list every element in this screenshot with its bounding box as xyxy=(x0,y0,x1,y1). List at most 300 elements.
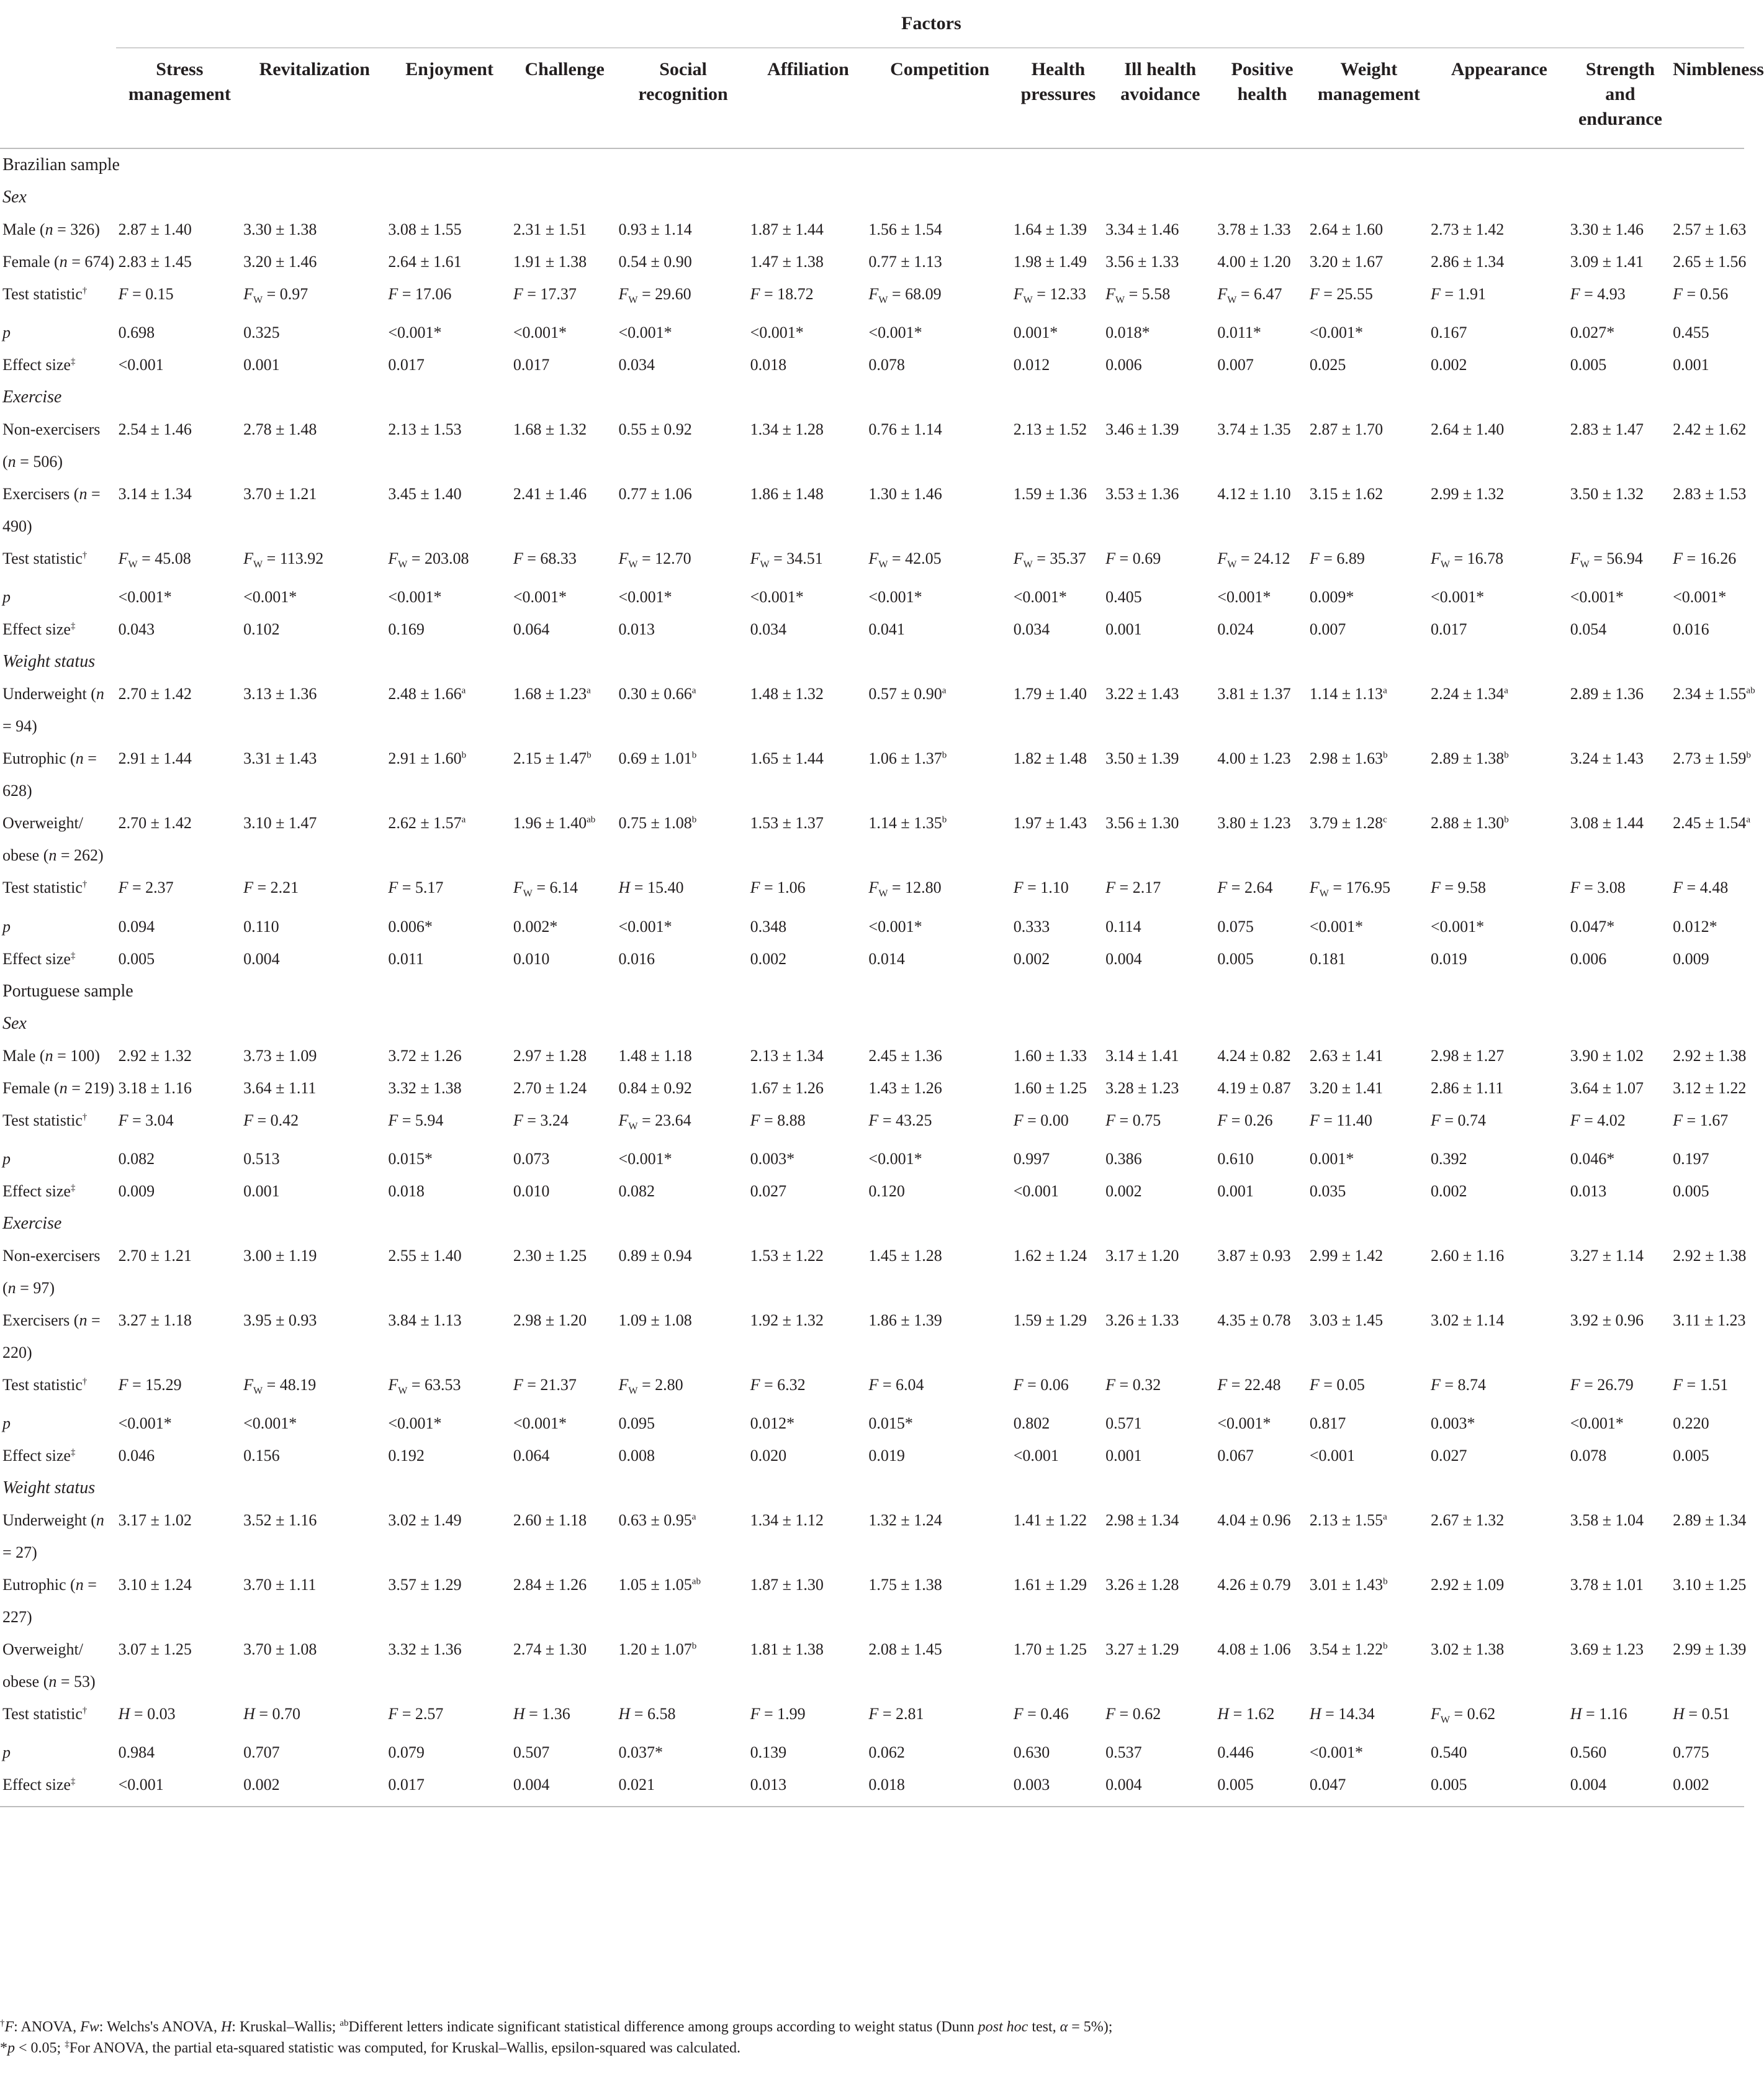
table-cell: 3.79 ± 1.28$^c$ xyxy=(1309,814,1387,833)
row-label: Effect size‡ xyxy=(2,620,76,639)
table-cell: 0.034 xyxy=(1013,620,1050,639)
table-cell: <0.001 xyxy=(116,1769,241,1807)
table-cell: 0.76 ± 1.14 xyxy=(868,420,942,439)
table-cell: 0.018* xyxy=(1105,323,1150,342)
table-row xyxy=(0,1440,1744,1472)
table-cell: 0.775 xyxy=(1673,1743,1709,1762)
table-cell: 0.386 xyxy=(1105,1149,1142,1168)
table-cell: 3.15 ± 1.62 xyxy=(1309,485,1384,503)
table-cell: <0.001* xyxy=(243,1414,297,1432)
table-cell: 2.86 ± 1.34 xyxy=(1430,253,1505,271)
table-cell: 0.016 xyxy=(1673,620,1709,639)
row-label: Test statistic† xyxy=(2,1111,88,1129)
table-cell: 0.027 xyxy=(750,1181,787,1200)
table-cell: 0.84 ± 0.92 xyxy=(618,1078,692,1097)
table-row xyxy=(0,1769,1744,1807)
table-cell: <0.001* xyxy=(868,917,922,936)
table-cell: 1.75 ± 1.38 xyxy=(868,1575,942,1594)
table-cell: 0.802 xyxy=(1013,1414,1050,1432)
table-cell: 3.08 ± 1.55 xyxy=(388,220,462,238)
row-label: Test statistic† xyxy=(2,878,88,897)
table-cell: F = 17.06 xyxy=(388,285,452,303)
table-cell: 3.17 ± 1.20 xyxy=(1105,1246,1179,1265)
table-cell: H = 0.70 xyxy=(243,1704,301,1723)
table-cell: F = 0.46 xyxy=(1013,1704,1069,1723)
table-cell: <0.001* xyxy=(513,1414,567,1432)
table-cell: 0.156 xyxy=(243,1446,280,1465)
table-cell: 0.001* xyxy=(1013,323,1058,342)
table-cell: 0.018 xyxy=(388,1181,425,1200)
table-cell: 0.016 xyxy=(618,949,655,968)
table-cell: 0.333 xyxy=(1013,917,1050,936)
table-cell: $F_W = 24.12$ xyxy=(1217,549,1290,571)
table-cell: 1.48 ± 1.32 xyxy=(750,685,824,703)
table-cell: <0.001* xyxy=(1217,588,1271,607)
table-cell: F = 2.21 xyxy=(243,878,299,897)
table-row xyxy=(0,349,1744,381)
table-cell: 2.70 ± 1.42 xyxy=(118,814,192,833)
table-cell: <0.001* xyxy=(388,323,442,342)
table-cell: 3.32 ± 1.38 xyxy=(388,1078,462,1097)
table-cell: 1.68 ± 1.23$^a$ xyxy=(513,685,591,703)
table-cell: 0.002 xyxy=(1430,1181,1467,1200)
table-cell: 0.69 ± 1.01$^b$ xyxy=(618,749,697,768)
table-cell: F = 25.55 xyxy=(1309,285,1373,303)
table-cell: H = 1.36 xyxy=(513,1704,570,1723)
table-cell: 0.348 xyxy=(750,917,787,936)
table-cell: 2.62 ± 1.57$^a$ xyxy=(388,814,466,833)
table-cell: 0.094 xyxy=(118,917,155,936)
table-cell: 2.89 ± 1.36 xyxy=(1570,685,1644,703)
table-cell: $F_W = 5.58$ xyxy=(1105,285,1171,306)
row-label: Effect size‡ xyxy=(2,949,76,968)
table-cell: 0.571 xyxy=(1105,1414,1142,1432)
table-cell: 3.34 ± 1.46 xyxy=(1105,220,1179,238)
footnote-1: †F: ANOVA, Fw: Welchs's ANOVA, H: Kruskal–Wallis; $^{ab}$Different letters indicate significant statistical difference among groups according to weight status (Dunn post hoc test, α = 5%); xyxy=(0,2018,1113,2035)
table-cell: 1.96 ± 1.40$^{ab}$ xyxy=(513,814,596,833)
table-cell: 3.57 ± 1.29 xyxy=(388,1575,462,1594)
table-cell: 0.698 xyxy=(118,323,155,342)
table-cell: 1.48 ± 1.18 xyxy=(618,1046,692,1065)
table-cell: 0.707 xyxy=(243,1743,280,1762)
table-cell: F = 9.58 xyxy=(1430,878,1486,897)
table-cell: 2.97 ± 1.28 xyxy=(513,1046,587,1065)
table-cell: 0.405 xyxy=(1105,588,1142,607)
table-cell: $F_W = 42.05$ xyxy=(868,549,942,571)
table-cell: 3.14 ± 1.34 xyxy=(118,485,192,503)
row-label: Test statistic† xyxy=(2,549,88,568)
table-cell: 3.90 ± 1.02 xyxy=(1570,1046,1644,1065)
table-cell: 0.110 xyxy=(243,917,279,936)
table-cell: 0.001 xyxy=(243,1181,280,1200)
table-row xyxy=(0,1736,1744,1769)
table-cell: 2.57 ± 1.63 xyxy=(1673,220,1747,238)
table-cell: 2.41 ± 1.46 xyxy=(513,485,587,503)
table-cell: <0.001* xyxy=(1673,588,1727,607)
table-cell: 0.006* xyxy=(388,917,433,936)
table-cell: F = 0.15 xyxy=(118,285,174,303)
table-cell: 2.87 ± 1.40 xyxy=(118,220,192,238)
table-cell: 1.06 ± 1.37$^b$ xyxy=(868,749,947,768)
table-cell: 0.455 xyxy=(1673,323,1709,342)
row-label: Female (n = 674) xyxy=(2,253,115,271)
table-cell: 0.002 xyxy=(1430,356,1467,374)
table-cell: 2.60 ± 1.16 xyxy=(1430,1246,1505,1265)
table-cell: 1.60 ± 1.25 xyxy=(1013,1078,1087,1097)
table-cell: $F_W = 16.78$ xyxy=(1430,549,1504,571)
table-cell: 2.15 ± 1.47$^b$ xyxy=(513,749,592,768)
group-label: Exercise xyxy=(2,1213,62,1233)
table-cell: 2.13 ± 1.53 xyxy=(388,420,462,439)
table-cell: 0.114 xyxy=(1105,917,1141,936)
table-body xyxy=(0,148,1755,1807)
table-cell: 1.43 ± 1.26 xyxy=(868,1078,942,1097)
column-header-weight-management: Weight management xyxy=(1307,48,1428,148)
table-cell: 3.10 ± 1.24 xyxy=(118,1575,192,1594)
column-header-appearance: Appearance xyxy=(1428,48,1568,148)
table-cell: 3.12 ± 1.22 xyxy=(1673,1078,1747,1097)
row-label: Effect size‡ xyxy=(2,1446,76,1465)
table-cell: 2.64 ± 1.60 xyxy=(1309,220,1384,238)
table-cell: <0.001* xyxy=(618,917,672,936)
table-cell: 1.41 ± 1.22 xyxy=(1013,1510,1087,1529)
table-cell: 1.86 ± 1.48 xyxy=(750,485,824,503)
table-cell: <0.001* xyxy=(750,323,804,342)
table-cell: F = 3.04 xyxy=(118,1111,174,1129)
table-cell: 3.46 ± 1.39 xyxy=(1105,420,1179,439)
table-cell: $F_W = 23.64$ xyxy=(618,1111,691,1132)
table-cell: 0.002 xyxy=(750,949,787,968)
table-cell: 0.167 xyxy=(1430,323,1467,342)
table-cell: 1.20 ± 1.07$^b$ xyxy=(618,1640,697,1658)
row-label: Exercisers (n = 490) xyxy=(2,485,101,536)
table-cell: 2.83 ± 1.53 xyxy=(1673,485,1747,503)
table-cell: 0.004 xyxy=(243,949,280,968)
table-cell: 0.025 xyxy=(1309,356,1346,374)
table-row xyxy=(0,1040,1744,1072)
table-cell: 0.024 xyxy=(1217,620,1254,639)
table-row xyxy=(0,413,1744,478)
table-cell: 0.005 xyxy=(1215,1769,1307,1807)
table-cell: 0.007 xyxy=(1309,620,1346,639)
table-cell: 0.046* xyxy=(1570,1149,1615,1168)
table-cell: 0.035 xyxy=(1309,1181,1346,1200)
table-cell: F = 4.48 xyxy=(1673,878,1729,897)
table-cell: <0.001* xyxy=(1217,1414,1271,1432)
table-row xyxy=(0,543,1744,581)
table-cell: <0.001* xyxy=(750,588,804,607)
table-cell: F = 5.94 xyxy=(388,1111,444,1129)
table-cell: 0.017 xyxy=(385,1769,510,1807)
table-cell: F = 1.10 xyxy=(1013,878,1069,897)
table-cell: 2.45 ± 1.54$^a$ xyxy=(1673,814,1751,833)
table-cell: F = 1.99 xyxy=(750,1704,806,1723)
table-cell: F = 2.81 xyxy=(868,1704,924,1723)
table-cell: 0.027 xyxy=(1430,1446,1467,1465)
table-cell: F = 18.72 xyxy=(750,285,814,303)
table-cell: 3.26 ± 1.28 xyxy=(1105,1575,1179,1594)
table-cell: <0.001* xyxy=(868,323,922,342)
table-cell: 4.04 ± 0.96 xyxy=(1217,1510,1291,1529)
table-cell: F = 11.40 xyxy=(1309,1111,1372,1129)
table-cell: 0.139 xyxy=(750,1743,787,1762)
table-cell: 1.47 ± 1.38 xyxy=(750,253,824,271)
table-cell: 3.10 ± 1.47 xyxy=(243,814,317,833)
table-cell: 3.53 ± 1.36 xyxy=(1105,485,1179,503)
table-cell: 3.80 ± 1.23 xyxy=(1217,814,1291,833)
table-cell: 0.540 xyxy=(1430,1743,1467,1762)
table-cell: 0.009* xyxy=(1309,588,1354,607)
table-cell: 0.002 xyxy=(1670,1769,1744,1807)
table-cell: 0.082 xyxy=(618,1181,655,1200)
table-cell: 0.037* xyxy=(618,1743,663,1762)
table-cell: 3.54 ± 1.22$^b$ xyxy=(1309,1640,1388,1658)
table-cell: $F_W = 203.08$ xyxy=(388,549,469,571)
table-cell: 0.77 ± 1.13 xyxy=(868,253,942,271)
group-row-exercise xyxy=(0,381,1744,413)
table-cell: 3.24 ± 1.43 xyxy=(1570,749,1644,768)
table-cell: 0.197 xyxy=(1673,1149,1709,1168)
table-cell: 0.078 xyxy=(868,356,905,374)
table-cell: 2.13 ± 1.34 xyxy=(750,1046,824,1065)
table-cell: $F_W = 48.19$ xyxy=(243,1375,317,1396)
table-cell: 3.50 ± 1.39 xyxy=(1105,749,1179,768)
table-cell: 0.015* xyxy=(868,1414,913,1432)
table-cell: 0.507 xyxy=(513,1743,550,1762)
row-label: Eutrophic (n = 227) xyxy=(2,1575,97,1626)
table-cell: 2.84 ± 1.26 xyxy=(513,1575,587,1594)
table-cell: 1.70 ± 1.25 xyxy=(1013,1640,1087,1658)
table-cell: 3.02 ± 1.14 xyxy=(1430,1311,1505,1329)
table-cell: 3.01 ± 1.43$^b$ xyxy=(1309,1575,1388,1594)
table-cell: 2.91 ± 1.60$^b$ xyxy=(388,749,467,768)
row-label: p xyxy=(2,1743,11,1762)
row-label: Overweight/ obese (n = 53) xyxy=(2,1640,96,1691)
table-cell: <0.001* xyxy=(513,323,567,342)
table-cell: 0.004 xyxy=(511,1769,616,1807)
table-cell: 2.99 ± 1.39 xyxy=(1673,1640,1747,1658)
table-cell: 0.002 xyxy=(1105,1181,1142,1200)
group-row-weight xyxy=(0,646,1744,678)
table-cell: 0.095 xyxy=(618,1414,655,1432)
table-cell: 0.067 xyxy=(1217,1446,1254,1465)
table-cell: 3.22 ± 1.43 xyxy=(1105,685,1179,703)
row-label: p xyxy=(2,1149,11,1168)
table-cell: 1.34 ± 1.28 xyxy=(750,420,824,439)
table-cell: 3.14 ± 1.41 xyxy=(1105,1046,1179,1065)
table-cell: 0.034 xyxy=(750,620,787,639)
table-cell: 1.65 ± 1.44 xyxy=(750,749,824,768)
table-cell: 2.74 ± 1.30 xyxy=(513,1640,587,1658)
table-cell: 0.001 xyxy=(1217,1181,1254,1200)
table-cell: 3.13 ± 1.36 xyxy=(243,685,317,703)
table-cell: 3.11 ± 1.23 xyxy=(1673,1311,1746,1329)
table-cell: F = 1.67 xyxy=(1673,1111,1729,1129)
table-cell: F = 0.62 xyxy=(1105,1704,1161,1723)
table-cell: 4.12 ± 1.10 xyxy=(1217,485,1291,503)
table-cell: F = 0.06 xyxy=(1013,1375,1069,1394)
table-cell: 0.102 xyxy=(243,620,280,639)
table-cell: 3.17 ± 1.02 xyxy=(118,1510,192,1529)
table-cell: 3.27 ± 1.18 xyxy=(118,1311,192,1329)
table-cell: $F_W = 45.08$ xyxy=(118,549,191,571)
table-cell: <0.001* xyxy=(388,1414,442,1432)
table-cell: H = 1.16 xyxy=(1570,1704,1627,1723)
table-row xyxy=(0,743,1744,807)
table-cell: H = 0.03 xyxy=(118,1704,176,1723)
table-row xyxy=(0,1143,1744,1175)
table-cell: 0.007 xyxy=(1217,356,1254,374)
table-cell: 3.45 ± 1.40 xyxy=(388,485,462,503)
table-cell: $F_W = 56.94$ xyxy=(1570,549,1643,571)
table-cell: 0.54 ± 0.90 xyxy=(618,253,692,271)
table-cell: 0.073 xyxy=(513,1149,550,1168)
table-cell: 2.60 ± 1.18 xyxy=(513,1510,587,1529)
table-cell: 3.56 ± 1.30 xyxy=(1105,814,1179,833)
table-cell: 2.92 ± 1.09 xyxy=(1430,1575,1505,1594)
row-label: Non-exercisers (n = 506) xyxy=(2,420,101,471)
table-cell: 0.015* xyxy=(388,1149,433,1168)
table-cell: 0.034 xyxy=(618,356,655,374)
column-header-positive-health: Positive health xyxy=(1215,48,1307,148)
table-cell: 3.84 ± 1.13 xyxy=(388,1311,462,1329)
table-cell: F = 0.00 xyxy=(1013,1111,1069,1129)
row-label: Male (n = 100) xyxy=(2,1046,100,1065)
table-cell: 3.03 ± 1.45 xyxy=(1309,1311,1384,1329)
table-cell: 1.61 ± 1.29 xyxy=(1013,1575,1087,1594)
column-headers xyxy=(0,48,1744,148)
table-cell: 0.014 xyxy=(868,949,905,968)
table-cell: 0.010 xyxy=(513,949,550,968)
table-cell: 0.30 ± 0.66$^a$ xyxy=(618,685,696,703)
table-cell: 0.005 xyxy=(118,949,155,968)
table-cell: 3.64 ± 1.11 xyxy=(243,1078,317,1097)
table-cell: 0.392 xyxy=(1430,1149,1467,1168)
table-cell: 0.120 xyxy=(868,1181,905,1200)
table-cell: 2.64 ± 1.40 xyxy=(1430,420,1505,439)
table-cell: 0.012* xyxy=(1673,917,1717,936)
column-header-challenge: Challenge xyxy=(511,48,616,148)
table-row xyxy=(0,1698,1744,1736)
table-cell: 3.74 ± 1.35 xyxy=(1217,420,1291,439)
table-cell: F = 15.29 xyxy=(118,1375,182,1394)
table-cell: 0.984 xyxy=(118,1743,155,1762)
table-cell: 2.98 ± 1.63$^b$ xyxy=(1309,749,1388,768)
table-cell: 0.078 xyxy=(1570,1446,1607,1465)
table-cell: H = 14.34 xyxy=(1309,1704,1375,1723)
section-title: Brazilian sample xyxy=(2,155,120,174)
table-cell: 1.56 ± 1.54 xyxy=(868,220,942,238)
table-cell: 3.00 ± 1.19 xyxy=(243,1246,317,1265)
table-cell: 2.34 ± 1.55$^{ab}$ xyxy=(1673,685,1755,703)
table-cell: 3.18 ± 1.16 xyxy=(118,1078,192,1097)
table-cell: 2.73 ± 1.59$^b$ xyxy=(1673,749,1751,768)
table-cell: F = 5.17 xyxy=(388,878,444,897)
table-cell: 2.98 ± 1.20 xyxy=(513,1311,587,1329)
table-cell: 0.012 xyxy=(1013,356,1050,374)
table-cell: 1.53 ± 1.22 xyxy=(750,1246,824,1265)
table-cell: 2.83 ± 1.47 xyxy=(1570,420,1644,439)
column-header-enjoyment: Enjoyment xyxy=(385,48,510,148)
table-cell: 4.24 ± 0.82 xyxy=(1217,1046,1291,1065)
table-cell: 2.70 ± 1.21 xyxy=(118,1246,192,1265)
table-cell: 0.010 xyxy=(513,1181,550,1200)
table-cell: 2.83 ± 1.45 xyxy=(118,253,192,271)
table-cell: 2.89 ± 1.38$^b$ xyxy=(1430,749,1509,768)
table-cell: 0.003* xyxy=(1430,1414,1475,1432)
row-label: Test statistic† xyxy=(2,1704,88,1723)
table-cell: 0.002 xyxy=(241,1769,385,1807)
table-cell: 3.56 ± 1.33 xyxy=(1105,253,1179,271)
row-label: p xyxy=(2,323,11,342)
table-cell: 0.997 xyxy=(1013,1149,1050,1168)
row-label: Exercisers (n = 220) xyxy=(2,1311,101,1361)
table-cell: $F_W = 12.80$ xyxy=(868,878,942,900)
table-row xyxy=(0,478,1744,543)
table-cell: 4.00 ± 1.23 xyxy=(1217,749,1291,768)
table-cell: 1.81 ± 1.38 xyxy=(750,1640,824,1658)
table-cell: 0.027* xyxy=(1570,323,1615,342)
table-cell: 1.14 ± 1.35$^b$ xyxy=(868,814,947,833)
table-cell: $F_W = 176.95$ xyxy=(1309,878,1390,900)
table-row xyxy=(0,1304,1744,1369)
table-cell: F = 0.26 xyxy=(1217,1111,1273,1129)
table-cell: 1.30 ± 1.46 xyxy=(868,485,942,503)
table-cell: <0.001* xyxy=(618,1149,672,1168)
table-cell: <0.001 xyxy=(118,356,164,374)
table-cell: 0.017 xyxy=(513,356,550,374)
table-cell: 0.002 xyxy=(1013,949,1050,968)
group-row-exercise xyxy=(0,1208,1744,1240)
table-cell: 2.13 ± 1.55$^a$ xyxy=(1309,1510,1387,1529)
group-row-sex xyxy=(0,1008,1744,1040)
table-cell: $F_W = 6.14$ xyxy=(513,878,578,900)
row-label: Female (n = 219) xyxy=(2,1078,115,1097)
table-cell: 3.02 ± 1.38 xyxy=(1430,1640,1505,1658)
table-cell: 3.58 ± 1.04 xyxy=(1570,1510,1644,1529)
table-cell: 0.013 xyxy=(748,1769,866,1807)
group-label: Weight status xyxy=(2,652,96,672)
table-row xyxy=(0,1407,1744,1440)
table-cell: $F_W = 6.47$ xyxy=(1217,285,1282,306)
table-cell: 0.57 ± 0.90$^a$ xyxy=(868,685,947,703)
table-cell: 4.26 ± 0.79 xyxy=(1217,1575,1291,1594)
table-cell: 0.064 xyxy=(513,1446,550,1465)
table-row xyxy=(0,1175,1744,1208)
table-cell: 0.005 xyxy=(1570,356,1607,374)
table-cell: 2.24 ± 1.34$^a$ xyxy=(1430,685,1508,703)
table-cell: 1.82 ± 1.48 xyxy=(1013,749,1087,768)
section-row-portugal xyxy=(0,975,1744,1008)
table-cell: 4.19 ± 0.87 xyxy=(1217,1078,1291,1097)
table-cell: 3.30 ± 1.46 xyxy=(1570,220,1644,238)
table-cell: 2.99 ± 1.32 xyxy=(1430,485,1505,503)
table-row xyxy=(0,807,1744,872)
table-cell: <0.001* xyxy=(1570,588,1624,607)
table-cell: 0.93 ± 1.14 xyxy=(618,220,692,238)
table-cell: <0.001* xyxy=(618,588,672,607)
row-label: Effect size‡ xyxy=(0,1769,116,1807)
table-cell: 3.27 ± 1.29 xyxy=(1105,1640,1179,1658)
table-cell: 0.001* xyxy=(1309,1149,1354,1168)
table-cell: 3.92 ± 0.96 xyxy=(1570,1311,1644,1329)
table-cell: 4.08 ± 1.06 xyxy=(1217,1640,1291,1658)
table-cell: <0.001 xyxy=(1309,1446,1355,1465)
table-cell: F = 0.56 xyxy=(1673,285,1729,303)
table-cell: 4.00 ± 1.20 xyxy=(1217,253,1291,271)
table-cell: 1.32 ± 1.24 xyxy=(868,1510,942,1529)
table-cell: 3.20 ± 1.46 xyxy=(243,253,317,271)
